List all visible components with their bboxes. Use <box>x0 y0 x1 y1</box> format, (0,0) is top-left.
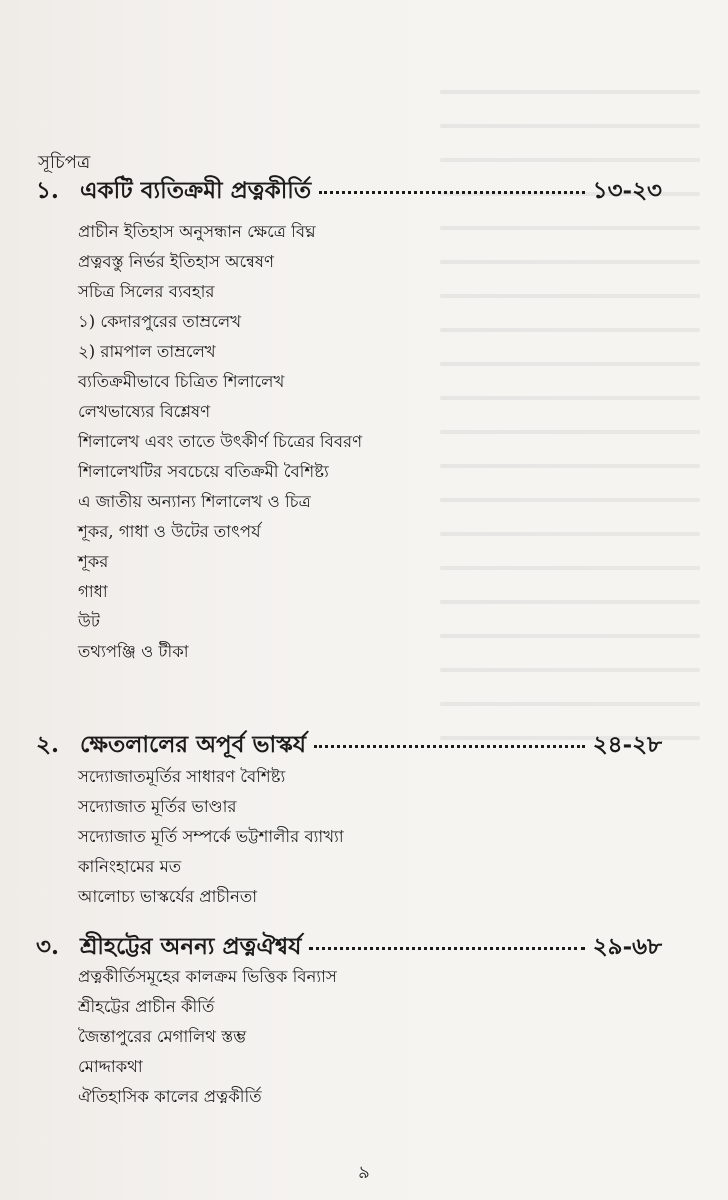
chapter-entries <box>78 762 344 912</box>
chapter-entries <box>78 962 337 1112</box>
chapter-page-range: ১৩-২৩ <box>592 177 662 204</box>
toc-entry: সচিত্র সিলের ব্যবহার <box>78 282 215 301</box>
toc-entry: ১) কেদারপুরের তাম্রলেখ <box>78 312 242 331</box>
toc-entry: প্রাচীন ইতিহাস অনুসন্ধান ক্ষেত্রে বিঘ্ন <box>78 222 316 241</box>
dot-leader <box>314 745 585 748</box>
toc-entry: শূকর <box>78 552 109 571</box>
toc-entry: এ জাতীয় অন্যান্য শিলালেখ ও চিত্র <box>78 492 311 511</box>
chapter-number: ১. <box>36 177 59 204</box>
chapter-page-range: ২৪-২৮ <box>592 731 662 758</box>
chapter-number: ৩. <box>36 933 59 960</box>
toc-entry: শিলালেখ এবং তাতে উৎকীর্ণ চিত্রের বিবরণ <box>78 432 363 451</box>
toc-entry: প্রত্নকীর্তিসমূহের কালক্রম ভিত্তিক বিন্যাস <box>78 967 337 986</box>
toc-heading: সূচিপত্র <box>38 152 91 173</box>
toc-entry: শ্রীহট্টের প্রাচীন কীর্তি <box>78 997 215 1016</box>
toc-entry: মোদ্দাকথা <box>78 1057 143 1076</box>
toc-entry: জৈন্তাপুরের মেগালিথ স্তম্ভ <box>78 1027 247 1046</box>
toc-entry: সদ্যোজাতমূর্তির সাধারণ বৈশিষ্ট্য <box>78 767 286 786</box>
dot-leader <box>309 947 584 950</box>
chapter-title: শ্রীহট্টের অনন্য প্রত্নঐশ্বর্য <box>80 933 302 960</box>
toc-entry: তথ্যপঞ্জি ও টীকা <box>78 642 189 661</box>
toc-entry: শিলালেখটির সবচেয়ে বতিক্রমী বৈশিষ্ট্য <box>78 462 329 481</box>
chapter-entries <box>78 217 362 667</box>
toc-entry: ব্যতিক্রমীভাবে চিত্রিত শিলালেখ <box>78 372 285 391</box>
chapter-number: ২. <box>36 731 59 758</box>
toc-entry: সদ্যোজাত মূর্তির ভাণ্ডার <box>78 797 237 816</box>
toc-entry: সদ্যোজাত মূর্তি সম্পর্কে ভট্টশালীর ব্যাখ্যা <box>78 827 344 846</box>
chapter-title: ক্ষেতলালের অপূর্ব ভাস্কর্য <box>80 731 307 758</box>
toc-entry: গাধা <box>78 582 108 601</box>
toc-entry: আলোচ্য ভাস্কর্যের প্রাচীনতা <box>78 887 258 906</box>
toc-entry: উট <box>78 612 100 631</box>
toc-entry: কানিংহামের মত <box>78 857 182 876</box>
toc-entry: শূকর, গাধা ও উটের তাৎপর্য <box>78 522 261 541</box>
toc-entry: ঐতিহাসিক কালের প্রত্নকীর্তি <box>78 1087 262 1106</box>
chapter-title: একটি ব্যতিক্রমী প্রত্নকীর্তি <box>80 177 312 204</box>
bleed-through-text <box>440 60 700 780</box>
chapter-heading <box>36 172 662 211</box>
chapter-heading <box>36 726 662 765</box>
toc-entry: প্রত্নবস্তু নির্ভর ইতিহাস অন্বেষণ <box>78 252 274 271</box>
toc-entry: ২) রামপাল তাম্রলেখ <box>78 342 216 361</box>
chapter-page-range: ২৯-৬৮ <box>592 933 662 960</box>
toc-entry: লেখভাষ্যের বিশ্লেষণ <box>78 402 211 421</box>
dot-leader <box>319 191 585 194</box>
page-number: ৯ <box>358 1162 370 1183</box>
